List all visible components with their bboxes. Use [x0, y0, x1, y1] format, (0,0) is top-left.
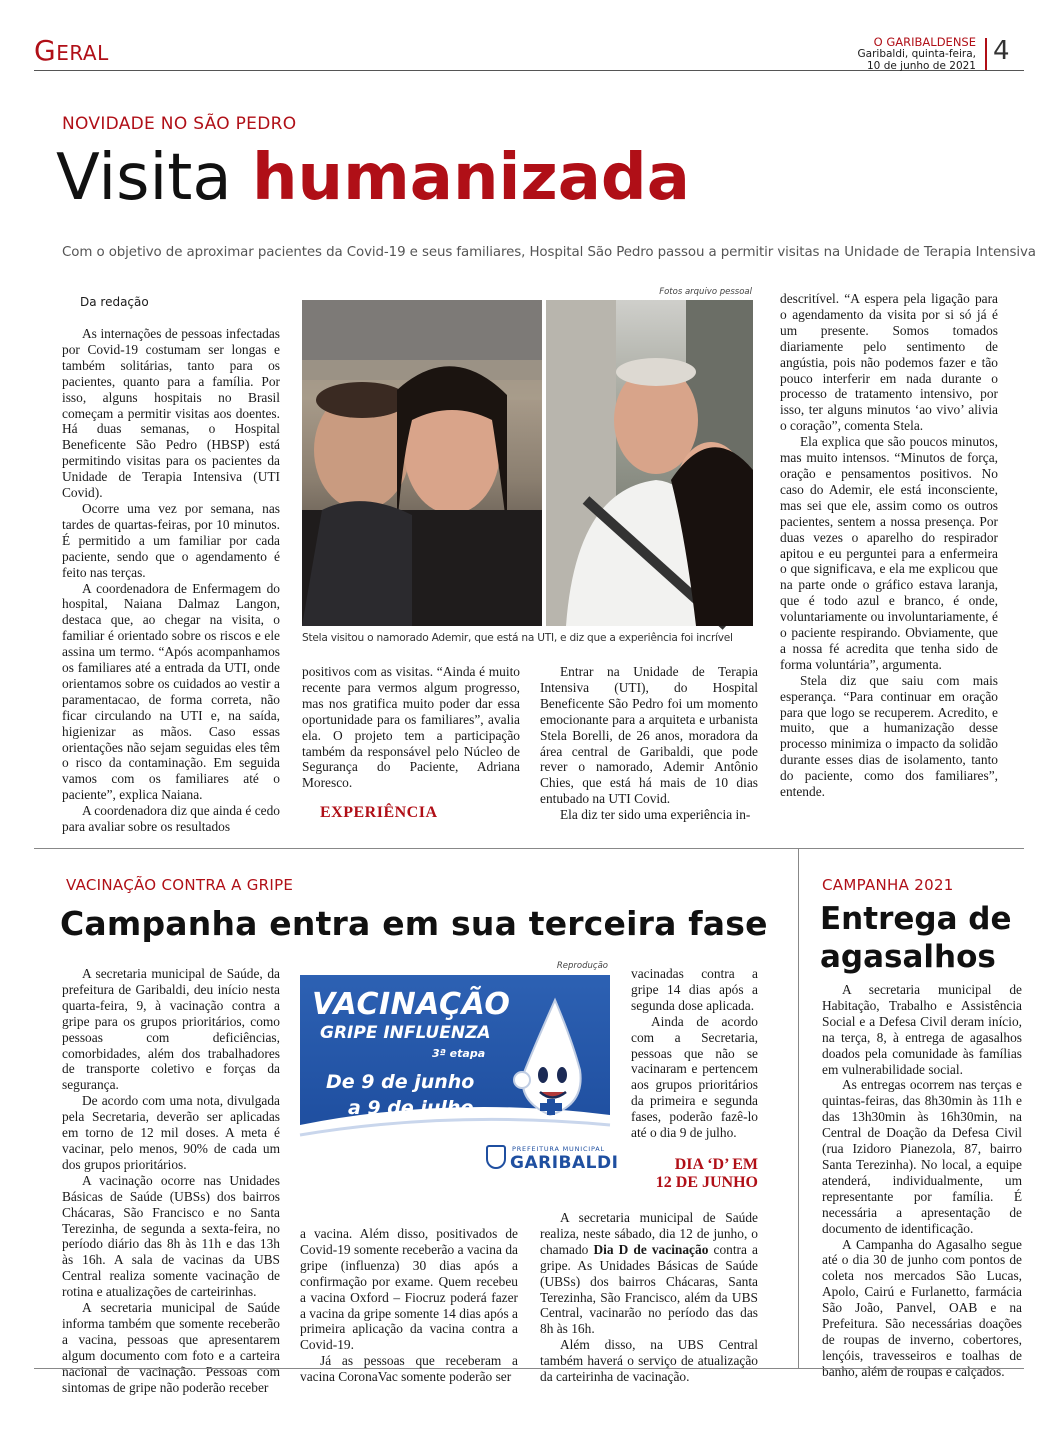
paragraph: Ainda de acordo com a Secretaria, pessoas que não se vacinaram e pertencem aos grupos prioritários da primeira e segunda fases, poderão fazê-lo até o dia 9 de julho. — [631, 1013, 758, 1141]
dia-d-heading — [620, 1156, 758, 1192]
paragraph: A coordenadora de Enfermagem do hospital, Naiana Dalmaz Langon, destaca que, ao chegar na visita, o familiar é orientado sobre os riscos e ele assina um termo. “Após acompanhamos os familiares até a entrada da UTI, onde orientamos sobre os cuidados ao vestir a paramentacao, de forma correta, não ficar circulando na UTI e, na saída, higienizar as mãos. Caso essas orientações não sejam seguidas eles têm o risco da contaminação. Em seguida vamos com os familiares até o paciente”, explica Naiana. — [62, 580, 280, 803]
poster-city: GARIBALDI — [510, 1153, 619, 1173]
paragraph: Stela diz que saiu com mais esperança. “Para continuar em oração para que logo se recuperem. Acredito, e muito, que a humanização desse processo minimiza o impacto da solidão durante esses dias de isolamento, tanto do paciente, como dos familiares”, entende. — [780, 672, 998, 800]
poster-stage: 3ª etapa — [432, 1047, 486, 1060]
article1-col1 — [62, 326, 280, 835]
poster-title: VACINAÇÃO — [312, 987, 511, 1022]
photo-illustration — [546, 300, 753, 626]
photo-credit: Fotos arquivo pessoal — [659, 287, 752, 297]
dia-d-heading-line-1: DIA ‘D’ EM — [674, 1156, 758, 1173]
masthead-block — [800, 36, 976, 72]
paragraph: A vacinação ocorre nas Unidades Básicas de Saúde (UBSs) dos bairros Chácaras, São Francisco e no Santa Terezinha, de segunda a sexta-feira, no período diário das 8h às 11h e das 13h às 16h. A sala de vacinas da UBS Central realiza somente vacinação de rotina e atualizações de carteirinhas. — [62, 1172, 280, 1300]
poster-subtitle: GRIPE INFLUENZA — [320, 1023, 491, 1043]
photo-caption: Stela visitou o namorado Ademir, que está na UTI, e diz que a experiência foi incrível — [302, 632, 733, 644]
dia-d-heading-line-2: 12 DE JUNHO — [655, 1174, 758, 1191]
date-line-2: 10 de junho de 2021 — [867, 60, 976, 72]
article2-col1 — [62, 966, 280, 1395]
paragraph: De acordo com uma nota, divulgada pela Secretaria, deverão ser aplicadas em torno de 12 mil doses. A meta é vacinar, pelo menos, 90% de cada um dos grupos prioritários. — [62, 1093, 280, 1172]
article1-col3 — [540, 664, 758, 823]
text-run-bold: Dia D de vacinação — [593, 1241, 709, 1257]
paragraph: A Campanha do Agasalho segue até o dia 30 de junho com pontos de coleta nos mercados São Lucas, Apolo, Cairú e Furlanetto, farmácia São João, Panvel, OAB e na Prefeitura. São necessárias doações de roupas de inverno, cobertores, lençóis, travesseiros e toalhas de banho, além de roupas e calçados. — [822, 1236, 1022, 1379]
article1-col4 — [780, 291, 998, 826]
paragraph: As internações de pessoas infectadas por Covid-19 costumam ser longas e também solitárias, tanto para os pacientes, quanto para a família. Por isso, alguns hospitais no Brasil começam a permitir visitas aos doentes. Há duas semanas, o Hospital Beneficente São Pedro (HBSP) está permitindo visitas para os pacientes da Unidade de Terapia Intensiva (UTI Covid). — [62, 326, 280, 501]
footer-rule — [34, 1368, 1024, 1369]
article2-col2 — [300, 1226, 518, 1385]
photo-couple-1 — [302, 300, 542, 626]
text-run: contra a gripe. As Unidades Básicas de Saúde (UBSs) dos bairros Chácaras, Santa Terezinha, São Francisco, além da UBS Central, vacinarão no período das das 8h às 16h. — [540, 1241, 758, 1337]
article3-title-line-2: agasalhos — [820, 939, 996, 975]
paragraph: Além disso, na UBS Central também haverá o serviço de atualização da carteirinha de vacinação. — [540, 1337, 758, 1385]
column-divider — [798, 848, 799, 1368]
paragraph: Ela explica que são poucos minutos, mas muito intensos. “Minutos de força, oração e pensamentos positivos. No caso do Ademir, ele está inconsciente, mas sei que ele, assim como os outros pacientes, sentem a nossa presença. Por duas vezes o aparelho do respirador apitou e eu perguntei para a enfermeira o que significava, e ela me explicou que na parte onde o gráfico estava laranja, que é todo azul e branco, é onde, voluntariamente ou involuntariamente, é o paciente respirando. Obviamente, que a nossa fé acredita que tenha sido de forma voluntária”, argumenta. — [780, 434, 998, 672]
experiencia-heading: EXPERIÊNCIA — [320, 804, 438, 821]
date-line-1: Garibaldi, quinta-feira, — [857, 48, 976, 60]
photo-couple-2 — [546, 300, 753, 626]
paragraph: vacinadas contra a gripe 14 dias após a segunda dose aplicada. — [631, 966, 758, 1013]
poster-dates-1: De 9 de junho — [326, 1071, 475, 1093]
paragraph: positivos com as visitas. “Ainda é muito recente para vermos algum progresso, mas nos gratifica muito poder dar essa oportunidade para os familiares”, avalia ela. O projeto tem a participação também da responsável pelo Núcleo de Segurança do Paciente, Adriana Moresco. — [302, 664, 520, 791]
paragraph: A secretaria municipal de Habitação, Trabalho e Assistência Social e a Defesa Civil deram início, na terça, 8, à entrega de agasalhos doados pela comunidade às famílias em vulnerabilidade social. — [822, 982, 1022, 1077]
paragraph: Ocorre uma vez por semana, nas tardes de quartas-feiras, por 10 minutos. É permitido a um familiar por cada paciente, sendo que o agendamento é feito nas terças. — [62, 500, 280, 580]
paragraph: A coordenadora diz que ainda é cedo para avaliar sobre os resultados — [62, 803, 280, 835]
text-run: A secretaria municipal de Saúde realiza, neste sábado, dia 12 de junho, o chamado — [540, 1210, 758, 1257]
poster-dates-2: a 9 de julho — [348, 1097, 474, 1119]
article3-kicker: CAMPANHA 2021 — [822, 876, 954, 894]
paragraph — [540, 1210, 758, 1337]
article1-title — [56, 138, 690, 218]
section-title: Geral — [34, 34, 109, 67]
paragraph: A secretaria municipal de Saúde, da prefeitura de Garibaldi, deu início nesta quarta-feira, 9, à vacinação contra a gripe para os grupos prioritários, como pessoas com deficiências, comorbidades, além dos trabalhadores de transporte coletivo e forças da segurança. — [62, 966, 280, 1093]
article2-title: Campanha entra em sua terceira fase — [60, 904, 768, 943]
title-part-1: Visita — [56, 141, 232, 215]
page-number-divider — [985, 38, 987, 70]
paragraph: A secretaria municipal de Saúde informa também que somente receberão a vacina, pessoas que apresentarem algum documento com foto e a carteira nacional de vacinação. Pessoas com sintomas de gripe não poderão receber — [62, 1300, 280, 1395]
paragraph: As entregas ocorrem nas terças e quintas-feiras, das 8h30min às 11h e das 13h30min às 16h30min, na Central de Doação da Defesa Civil (rua Izidoro Pianezola, 87, bairro Santa Terezinha). No local, a equipe atenderá, individualmente, um representante por família. É necessária a apresentação de documento de identificação. — [822, 1077, 1022, 1236]
article1-subtitle: Com o objetivo de aproximar pacientes da Covid-19 e seus familiares, Hospital São Pedro passou a permitir visitas na Unidade de Terapia Intensiva — [62, 245, 1036, 260]
paragraph: a vacina. Além disso, positivados de Covid-19 somente receberão a vacina da gripe (influenza) 30 dias após a confirmação por exame. Quem recebeu a vacina Oxford – Fiocruz poderá fazer a vacina da gripe somente 14 dias após a primeira aplicação da vacina contra a Covid-19. — [300, 1226, 518, 1353]
vaccination-poster — [300, 975, 619, 1189]
image-credit: Reprodução — [556, 961, 608, 971]
paragraph: descritível. “A espera pela ligação para o agendamento da visita por si só já é um presente. Somos tomados diariamente pelo sentimento de angústia, pois não podemos fazer e tão pouco interferir em nada durante o processo de tratamento intensivo, por isso, ter alguns minutos ‘ao vivo’ alivia o coração”, comenta Stela. — [780, 291, 998, 434]
page-number: 4 — [993, 36, 1010, 66]
paragraph: Já as pessoas que receberam a vacina CoronaVac somente poderão ser — [300, 1353, 518, 1385]
article2-col3-bottom — [540, 1210, 758, 1385]
byline: Da redação — [80, 295, 149, 309]
paragraph: Ela diz ter sido uma experiência in- — [560, 807, 751, 823]
section-divider — [34, 848, 1024, 849]
paper-name: O GARIBALDENSE — [873, 35, 976, 49]
paragraph: Entrar na Unidade de Terapia Intensiva (UTI), do Hospital Beneficente São Pedro foi um momento emocionante para a arquiteta e urbanista Stela Borelli, de 26 anos, moradora da área central de Garibaldi, que pode rever o namorado, Ademir Antônio Chies, que está há mais de 10 dias entubado na UTI Covid. — [540, 664, 758, 807]
article1-col2 — [302, 664, 520, 791]
article3-title — [820, 900, 1012, 976]
article3-body — [822, 982, 1022, 1380]
article2-col3-top — [631, 966, 758, 1141]
photo-illustration — [302, 300, 542, 626]
article3-title-line-1: Entrega de — [820, 901, 1012, 937]
article1-kicker: NOVIDADE NO SÃO PEDRO — [62, 114, 297, 134]
title-part-2: humanizada — [251, 141, 690, 215]
city-crest-icon — [486, 1145, 506, 1169]
article2-kicker: VACINAÇÃO CONTRA A GRIPE — [66, 876, 294, 894]
poster-city-small: PREFEITURA MUNICIPAL — [512, 1145, 605, 1153]
